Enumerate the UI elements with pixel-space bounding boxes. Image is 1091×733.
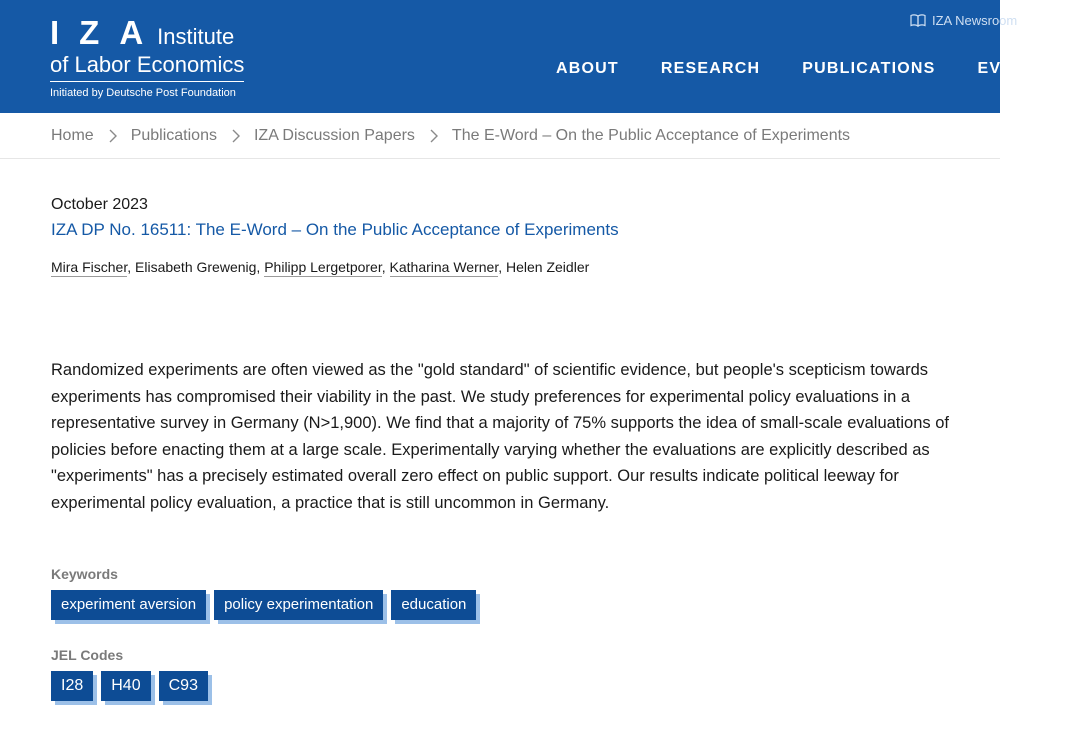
breadcrumb-current: The E-Word – On the Public Acceptance of Experiments — [451, 126, 851, 144]
jel-code-tag[interactable]: H40 — [101, 671, 150, 701]
book-icon — [910, 14, 926, 27]
author-link[interactable]: Philipp Lergetporer — [264, 259, 382, 275]
logo-word-institute: Institute — [157, 24, 235, 49]
breadcrumb-discussion-papers[interactable]: IZA Discussion Papers — [253, 126, 415, 144]
nav-publications[interactable]: PUBLICATIONS — [802, 60, 936, 77]
newsroom-label: IZA Newsroom — [932, 13, 1018, 28]
paper-title: IZA DP No. 16511: The E-Word – On the Public Acceptance of Experiments — [51, 220, 619, 239]
chevron-right-icon — [429, 129, 439, 143]
iza-logo[interactable] — [50, 16, 244, 99]
author-name: Helen Zeidler — [506, 259, 590, 275]
keywords-label: Keywords — [51, 566, 118, 582]
author-separator: , — [256, 259, 265, 275]
author-list — [51, 259, 589, 275]
chevron-right-icon — [231, 129, 241, 143]
keyword-tags — [51, 590, 484, 620]
abstract-text: Randomized experiments are often viewed as the "gold standard" of scientific evidence, but people's scepticism towards experiments has compromised their viability in the past. We study preferences for experimental policy evaluations in a representative survey in Germany (N>1,900). We find that a majority of 75% supports the idea of small-scale evaluations of policies before enacting them at a large scale. Experimentally varying whether the evaluations are explicitly described as "experiments" has a precisely estimated overall zero effect on public support. Our results indicate political leeway for experimental policy evaluation, a practice that is still uncommon in Germany. — [51, 361, 950, 512]
site-header — [0, 0, 1049, 113]
jel-code-tags — [51, 671, 216, 701]
keyword-tag[interactable]: education — [391, 590, 476, 620]
logo-acronym: IZA — [50, 14, 164, 51]
author-name: Elisabeth Grewenig — [135, 259, 257, 275]
nav-events[interactable]: EVENTS — [977, 60, 1049, 77]
author-separator: , — [381, 259, 390, 275]
author-separator: , — [498, 259, 506, 275]
breadcrumb — [0, 113, 1000, 159]
nav-about[interactable]: ABOUT — [556, 60, 619, 77]
breadcrumb-publications[interactable]: Publications — [130, 126, 217, 144]
jel-code-tag[interactable]: C93 — [159, 671, 208, 701]
logo-tagline: Initiated by Deutsche Post Foundation — [50, 87, 236, 99]
author-link[interactable]: Katharina Werner — [389, 259, 499, 275]
publication-date: October 2023 — [51, 196, 148, 213]
chevron-right-icon — [108, 129, 118, 143]
breadcrumb-home[interactable]: Home — [51, 126, 94, 144]
keyword-tag[interactable]: experiment aversion — [51, 590, 206, 620]
author-separator: , — [127, 259, 136, 275]
author-link[interactable]: Mira Fischer — [51, 259, 128, 275]
logo-line-labor-economics: of Labor Economics — [50, 51, 244, 82]
newsroom-link[interactable] — [910, 13, 1017, 28]
main-nav — [556, 60, 1091, 78]
keyword-tag[interactable]: policy experimentation — [214, 590, 383, 620]
jel-codes-label: JEL Codes — [51, 647, 124, 663]
nav-research[interactable]: RESEARCH — [660, 60, 761, 77]
jel-code-tag[interactable]: I28 — [51, 671, 93, 701]
